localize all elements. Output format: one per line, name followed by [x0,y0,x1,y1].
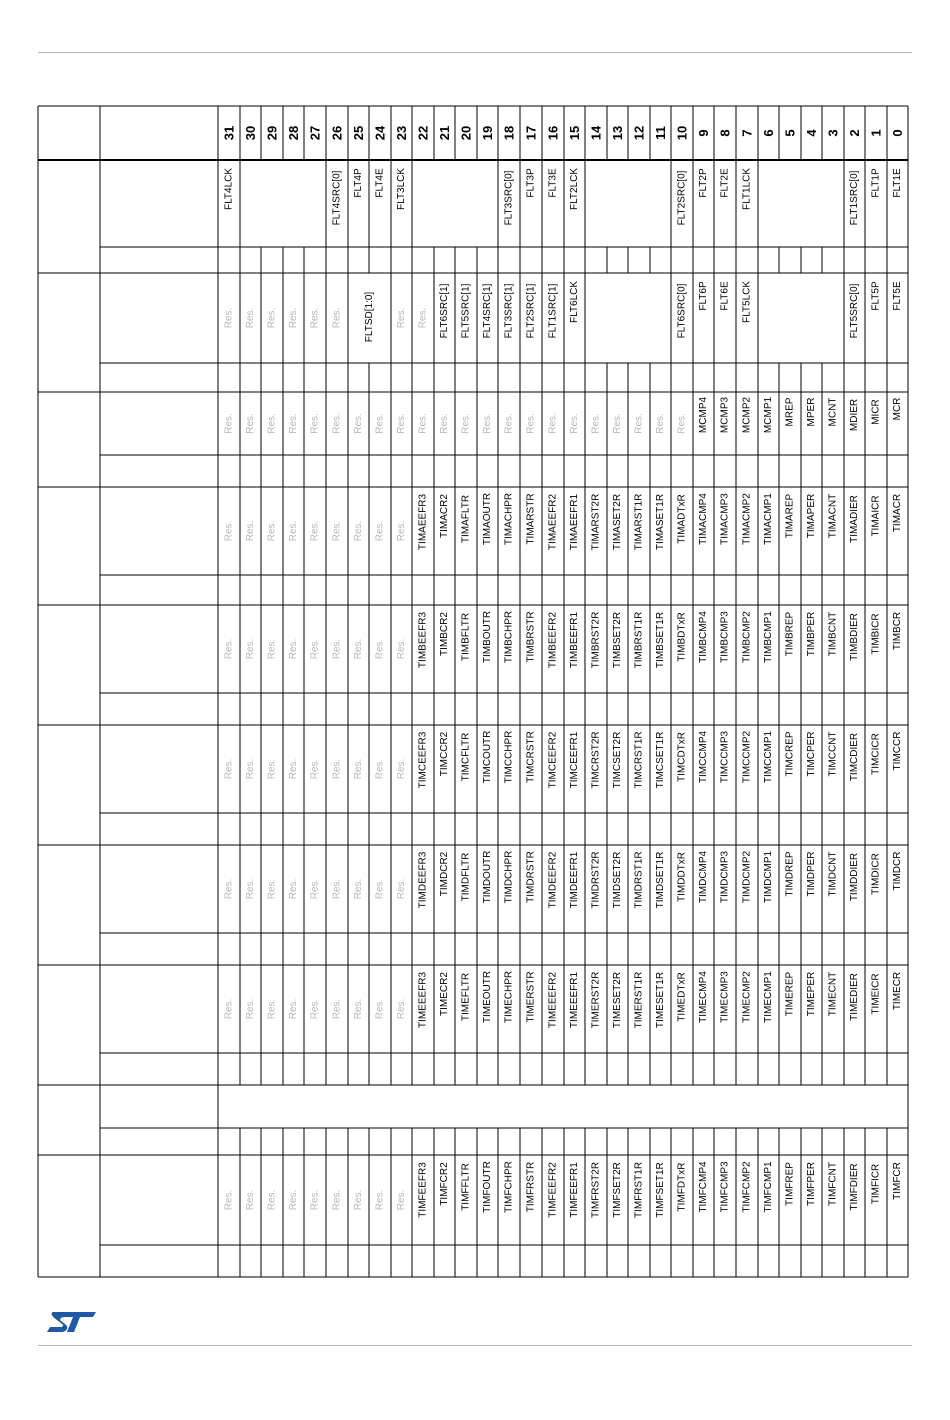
field-label: TIMFSET1R [655,1162,666,1218]
field-label: FLT5LCK [741,280,753,324]
reserved-bit-label: Res. [223,307,235,329]
reserved-bit-label: Res. [353,1189,364,1211]
field-label: TIMAFLTR [460,494,472,544]
bit-number: 7 [739,129,755,137]
reserved-bit-label: Res. [309,638,321,660]
bit-number: 13 [610,125,625,141]
bit-number: 26 [329,125,345,141]
reserved-bit-label: Res. [612,413,623,434]
reserved-bit-label: Res. [245,1189,256,1211]
field-label: FLT6LCK [569,280,580,324]
bit-number: 20 [458,125,474,141]
bit-number: 1 [868,129,884,137]
reserved-bit-label: Res. [223,638,235,660]
field-label: TIMFDTxR [676,1162,688,1212]
field-label: TIMCCR [892,731,903,771]
field-label: TIMECR2 [439,972,450,1016]
reserved-bit-label: Res. [245,413,256,434]
reserved-bit-label: Res. [353,758,364,780]
field-label: TIMECHPR [503,970,515,1024]
field-label: TIMBCMP3 [719,611,731,663]
field-label: TIMBCMP2 [741,611,753,663]
field-label: TIMDCMP3 [719,850,731,904]
field-label: TIMESET2R [612,971,623,1029]
field-label: TIMBSET1R [655,611,666,669]
field-label: TIMECMP4 [698,971,709,1023]
field-label: FLT6SRC[1] [439,283,450,339]
reserved-bit-label: Res. [331,520,343,542]
reserved-bit-label: Res. [374,878,386,900]
field-label: FLT1P [870,168,882,198]
field-label: TIMBCR [892,611,903,651]
field-label: TIMARST2R [590,493,602,551]
field-label: FLT5P [870,281,882,311]
field-label: TIMERSTR [525,971,537,1023]
field-label: TIMFRST1R [633,1161,645,1219]
field-label: FLT5E [892,281,903,311]
field-label: TIMACMP2 [741,493,753,545]
field-label: TIMFCMP4 [698,1161,709,1213]
field-label: TIMBEEFR3 [417,611,429,669]
field-label: TIMAEEFR2 [547,493,559,551]
bit-number: 3 [825,129,841,137]
field-label: FLTSD[1:0] [364,291,375,343]
reserved-bit-label: Res. [288,878,299,900]
field-label: TIMAEEFR3 [417,493,429,551]
field-label: FLT2P [698,168,709,198]
field-label: TIMDDIER [849,852,860,902]
field-label: TIMEEEFR2 [547,971,559,1029]
field-label: TIMFFLTR [460,1163,472,1211]
field-label: FLT2E [719,168,731,198]
field-label: MICR [870,399,882,425]
field-label: TIMFPER [806,1162,817,1206]
reserved-bit-label: Res. [417,307,429,329]
reserved-bit-label: Res. [353,878,364,900]
field-label: TIMARSTR [525,493,537,545]
field-label: TIMDOUTR [482,850,493,904]
reserved-bit-label: Res. [331,998,343,1020]
field-label: TIMEICR [870,973,882,1015]
header-rule [38,52,912,53]
reserved-bit-label: Res. [353,998,364,1020]
reserved-bit-label: Res. [503,413,515,434]
reserved-bit-label: Res. [266,307,278,329]
field-label: TIMCCHPR [503,730,515,784]
field-label: TIMASET2R [612,493,623,551]
reserved-bit-label: Res. [223,1189,235,1211]
reserved-bit-label: Res. [266,998,278,1020]
field-label: TIMEDIER [849,973,860,1021]
st-logo [44,1310,98,1339]
bit-number: 9 [696,129,711,137]
field-label: TIMAEEFR1 [569,493,580,551]
field-label: TIMAICR [870,495,882,537]
reserved-bit-label: Res. [590,413,602,434]
field-label: FLT6E [719,281,731,311]
field-label: MCR [892,397,903,421]
reserved-bit-label: Res. [266,758,278,780]
field-label: TIMBFLTR [460,612,472,662]
field-label: TIMBREP [784,611,796,657]
field-label: TIMEFLTR [460,972,472,1022]
field-label: FLT5SRC[0] [849,283,860,339]
reserved-bit-label: Res. [676,413,688,434]
bit-number: 28 [286,125,301,141]
field-label: TIMFCMP3 [719,1161,731,1213]
field-label: TIMFEEFR2 [547,1162,559,1218]
bit-number: 5 [782,129,798,137]
field-label: MCMP3 [719,396,731,434]
reserved-bit-label: Res. [633,413,645,434]
reserved-bit-label: Res. [374,1189,386,1211]
field-label: FLT1SRC[0] [849,170,860,226]
reserved-bit-label: Res. [223,878,235,900]
reserved-bit-label: Res. [374,520,386,542]
field-label: TIMCEEFR1 [569,731,580,789]
reserved-bit-label: Res. [547,413,559,434]
field-label: TIMACMP4 [698,493,709,545]
field-label: TIMEEEFR3 [417,971,429,1029]
field-label: TIMFCHPR [503,1161,515,1213]
field-label: TIMBCR2 [439,612,450,656]
bit-number: 25 [351,125,366,141]
field-label: TIMFRST2R [590,1161,602,1219]
field-label: TIMEPER [806,971,817,1017]
field-label: TIMFRSTR [525,1161,537,1213]
field-label: TIMFOUTR [482,1161,493,1213]
reserved-bit-label: Res. [396,758,407,780]
field-label: MPER [806,397,817,427]
field-label: TIMDREP [784,851,796,897]
field-label: TIMDEEFR1 [569,851,580,909]
field-label: TIMDICR [870,853,882,895]
field-label: MCNT [827,397,839,427]
reserved-bit-label: Res. [309,998,321,1020]
field-label: TIMDPER [806,851,817,897]
reserved-bit-label: Res. [223,413,235,434]
reserved-bit-label: Res. [245,520,256,542]
field-label: FLT3E [547,168,559,198]
st-logo-mark [44,1310,98,1334]
field-label: TIMEEEFR1 [569,971,580,1029]
field-label: TIMECNT [827,971,839,1017]
field-label: TIMACHPR [503,492,515,546]
field-label: TIMBPER [806,611,817,657]
field-label: TIMCICR [870,733,882,775]
reserved-bit-label: Res. [331,758,343,780]
field-label: TIMCCMP1 [763,730,774,784]
bit-number: 16 [545,125,561,141]
reserved-bit-label: Res. [396,520,407,542]
field-label: TIMEREP [784,971,796,1017]
field-label: TIMCCMP2 [741,730,753,784]
reserved-bit-label: Res. [266,878,278,900]
reserved-bit-label: Res. [374,638,386,660]
reserved-bit-label: Res. [266,520,278,542]
field-label: TIMDDTxR [676,852,688,902]
bit-number: 19 [480,125,495,141]
reserved-bit-label: Res. [331,878,343,900]
bit-number: 15 [567,125,582,141]
field-label: TIMESET1R [655,971,666,1029]
field-label: TIMDEEFR2 [547,851,559,909]
field-label: TIMBSET2R [612,611,623,669]
reserved-bit-label: Res. [223,520,235,542]
bit-number: 2 [847,129,862,137]
field-label: TIMBDIER [849,613,860,661]
field-label: TIMBRST2R [590,611,602,669]
reserved-bit-label: Res. [374,413,386,434]
field-label: TIMDRST2R [590,851,602,909]
bit-number: 23 [394,125,409,141]
field-label: TIMFEEFR1 [569,1162,580,1218]
field-label: TIMARST1R [633,493,645,551]
field-label: TIMBCMP1 [763,611,774,663]
bit-number: 22 [415,125,431,141]
field-label: TIMACNT [827,493,839,539]
field-label: TIMFSET2R [612,1162,623,1218]
reserved-bit-label: Res. [288,998,299,1020]
reserved-bit-label: Res. [331,1189,343,1211]
field-label: FLT4P [353,168,364,198]
reserved-bit-label: Res. [374,758,386,780]
field-label: TIMCCMP4 [698,730,709,784]
field-label: FLT4E [374,168,386,198]
field-label: TIMASET1R [655,493,666,551]
reserved-bit-label: Res. [309,413,321,434]
field-label: TIMACR2 [439,494,450,538]
field-label: TIMDCR2 [439,851,450,897]
field-label: TIMCRST1R [633,731,645,789]
reserved-bit-label: Res. [288,758,299,780]
reserved-bit-label: Res. [288,1189,299,1211]
reserved-bit-label: Res. [309,1189,321,1211]
field-label: TIMACMP3 [719,493,731,545]
field-label: FLT2LCK [569,167,580,211]
field-label: TIMEOUTR [482,970,493,1024]
field-label: TIMCEEFR3 [417,731,429,789]
reserved-bit-label: Res. [396,878,407,900]
field-label: TIMDEEFR3 [417,851,429,909]
field-label: FLT4SRC[0] [331,170,343,226]
reserved-bit-label: Res. [245,758,256,780]
reserved-bit-label: Res. [309,307,321,329]
field-label: TIMCREP [784,731,796,777]
field-label: MCMP2 [741,396,753,434]
field-label: TIMCFLTR [460,732,472,782]
field-label: TIMEDTxR [676,972,688,1022]
field-label: TIMFCNT [827,1162,839,1206]
bit-number: 0 [890,129,905,137]
field-label: TIMFCMP2 [741,1161,753,1213]
field-label: TIMAOUTR [482,492,493,546]
field-label: TIMCSET2R [612,731,623,789]
field-label: FLT2SRC[1] [525,283,537,339]
field-label: TIMCCR2 [439,731,450,777]
footer-rule [38,1345,912,1346]
reserved-bit-label: Res. [245,878,256,900]
reserved-bit-label: Res. [331,413,343,434]
field-label: TIMERST2R [590,971,602,1029]
reserved-bit-label: Res. [396,307,407,329]
field-label: TIMDCR [892,851,903,891]
field-label: MDIER [849,398,860,432]
reserved-bit-label: Res. [266,413,278,434]
bit-number: 31 [221,125,237,141]
bit-number: 12 [631,125,647,141]
bit-number: 14 [588,125,604,141]
field-label: TIMBEEFR1 [569,611,580,669]
reserved-bit-label: Res. [266,1189,278,1211]
bit-number: 18 [501,125,517,141]
field-label: TIMBOUTR [482,610,493,664]
bit-number: 4 [804,129,819,137]
bit-number: 17 [523,125,539,141]
field-label: FLT3SRC[0] [503,170,515,226]
bit-number: 10 [674,125,690,141]
bit-number: 24 [372,125,388,141]
field-label: TIMBRST1R [633,611,645,669]
reserved-bit-label: Res. [223,758,235,780]
field-label: TIMECR [892,971,903,1011]
field-label: TIMFEEFR3 [417,1162,429,1218]
field-label: MREP [784,397,796,427]
reserved-bit-label: Res. [223,998,235,1020]
field-label: FLT3P [525,168,537,198]
field-label: FLT2SRC[0] [676,170,688,226]
reserved-bit-label: Res. [245,638,256,660]
field-label: TIMAREP [784,493,796,539]
bit-number: 6 [761,129,776,137]
field-label: TIMDSET1R [655,851,666,909]
field-label: FLT1E [892,168,903,198]
reserved-bit-label: Res. [309,878,321,900]
field-label: TIMCCMP3 [719,730,731,784]
field-label: TIMDCMP2 [741,850,753,904]
field-label: TIMACR [892,493,903,533]
bit-number: 29 [264,125,280,141]
reserved-bit-label: Res. [482,413,493,434]
bit-number: 30 [243,125,258,141]
field-label: TIMBCMP4 [698,611,709,663]
reserved-bit-label: Res. [396,1189,407,1211]
field-label: FLT1SRC[1] [547,283,559,339]
reserved-bit-label: Res. [396,998,407,1020]
field-label: TIMERST1R [633,971,645,1029]
reserved-bit-label: Res. [331,638,343,660]
field-label: TIMBEEFR2 [547,611,559,669]
field-label: TIMCSET1R [655,731,666,789]
field-label: TIMACMP1 [763,493,774,545]
field-label: MCMP4 [698,396,709,434]
field-label: TIMDCNT [827,851,839,897]
field-label: TIMECMP1 [763,971,774,1023]
field-label: TIMDCMP1 [763,850,774,904]
field-label: TIMCEEFR2 [547,731,559,789]
field-label: TIMFREP [784,1162,796,1206]
reserved-bit-label: Res. [396,413,407,434]
reserved-bit-label: Res. [288,413,299,434]
field-label: TIMCCNT [827,731,839,777]
field-label: TIMDRSTR [525,851,537,903]
field-label: TIMCOUTR [482,730,493,784]
field-label: TIMFCMP1 [763,1161,774,1213]
reserved-bit-label: Res. [245,998,256,1020]
bit-number: 21 [437,125,452,141]
reserved-bit-label: Res. [353,638,364,660]
field-label: TIMECMP3 [719,971,731,1023]
field-label: TIMBRSTR [525,611,537,663]
field-label: TIMFCR [892,1162,903,1200]
field-label: TIMDCMP4 [698,850,709,904]
reserved-bit-label: Res. [655,413,666,434]
field-label: TIMADIER [849,495,860,543]
reserved-bit-label: Res. [288,520,299,542]
field-label: TIMFDIER [849,1163,860,1211]
reserved-bit-label: Res. [331,307,343,329]
field-label: FLT5SRC[1] [460,283,472,339]
field-label: TIMBICR [870,613,882,655]
reserved-bit-label: Res. [417,413,429,434]
bit-number: 8 [717,129,733,137]
reserved-bit-label: Res. [288,638,299,660]
reserved-bit-label: Res. [353,413,364,434]
field-label: TIMBCHPR [503,610,515,664]
field-label: TIMCRSTR [525,731,537,783]
field-label: TIMCPER [806,731,817,777]
field-label: FLT6SRC[0] [676,283,688,339]
field-label: FLT3LCK [396,167,407,211]
field-label: TIMBCNT [827,611,839,657]
field-label: TIMCDIER [849,732,860,782]
reserved-bit-label: Res. [439,413,450,434]
bit-number: 27 [307,125,323,141]
field-label: TIMBDTxR [676,612,688,662]
field-label: FLT3SRC[1] [503,283,515,339]
reserved-bit-label: Res. [309,520,321,542]
field-label: TIMDFLTR [460,852,472,902]
reserved-bit-label: Res. [525,413,537,434]
field-label: TIMDRST1R [633,851,645,909]
field-label: TIMDCHPR [503,850,515,904]
field-label: TIMCDTxR [676,732,688,782]
field-label: FLT1LCK [741,167,753,211]
reserved-bit-label: Res. [353,520,364,542]
reserved-bit-label: Res. [460,413,472,434]
field-label: TIMFCR2 [439,1162,450,1206]
reserved-bit-label: Res. [245,307,256,329]
field-label: TIMAPER [806,493,817,539]
reserved-bit-label: Res. [288,307,299,329]
reserved-bit-label: Res. [396,638,407,660]
reserved-bit-label: Res. [309,758,321,780]
bit-number: 11 [653,126,668,140]
field-label: FLT6P [698,281,709,311]
field-label: MCMP1 [763,396,774,434]
field-label: TIMFICR [870,1163,882,1205]
field-label: FLT4SRC[1] [482,283,493,339]
reserved-bit-label: Res. [569,413,580,434]
field-label: TIMCRST2R [590,731,602,789]
field-label: FLT4LCK [223,167,235,211]
field-label: TIMADTxR [676,494,688,544]
field-label: TIMDSET2R [612,851,623,909]
field-label: TIMECMP2 [741,971,753,1023]
reserved-bit-label: Res. [374,998,386,1020]
reserved-bit-label: Res. [266,638,278,660]
